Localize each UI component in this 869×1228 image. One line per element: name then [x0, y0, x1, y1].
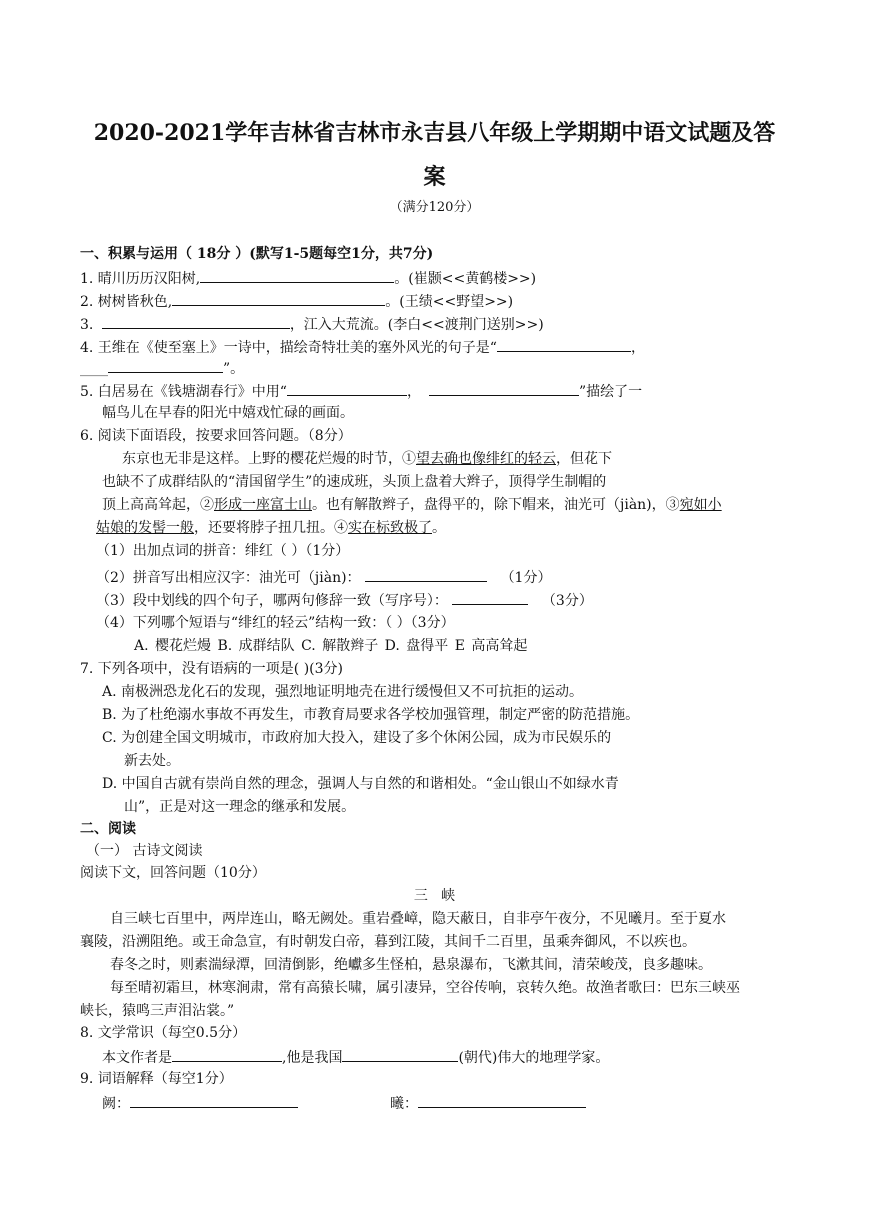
q6-underlined-3: 宛如小 — [679, 497, 722, 513]
question-1 — [80, 268, 536, 288]
q1-text: 1. 晴川历历汉阳树, — [80, 271, 201, 287]
q9-fill — [102, 1093, 586, 1113]
page-title-continued: 案 — [423, 164, 446, 190]
page-title: 2020-2021学年吉林省吉林市永吉县八年级上学期期中语文试题及答 — [93, 120, 776, 146]
q8-text-b: ,他是我国 — [282, 1050, 343, 1066]
question-2 — [80, 291, 513, 311]
q7-option-b: B. 为了杜绝溺水事故不再发生，市教育局要求各学校加强管理，制定严密的防范措施。 — [102, 707, 640, 723]
question-3 — [80, 314, 544, 334]
question-4-cont — [80, 358, 244, 378]
q6-underlined-4: 实在标致极了 — [348, 520, 432, 536]
q9-word-2: 曦： — [390, 1096, 418, 1112]
q6-passage-line-1 — [122, 450, 612, 468]
q7-option-a: A. 南极洲恐龙化石的发现，强烈地证明地壳在进行缓慢但又不可抗拒的运动。 — [102, 684, 584, 700]
q5-text: 5. 白居易在《钱塘湖春行》中用“ — [80, 384, 287, 400]
q6-underlined-3b: 姑娘的发髻一般 — [96, 520, 194, 536]
q6-sub-4-options: A. 樱花烂熳 B. 成群结队 C. 解散辫子 D. 盘得平 E 高高耸起 — [134, 638, 528, 654]
q8-text-a: 本文作者是 — [102, 1050, 172, 1066]
q5-post: ”描绘了一 — [578, 384, 643, 400]
q9-blank-2[interactable] — [418, 1093, 586, 1108]
reading-instruction: 阅读下文，回答问题（10分） — [80, 865, 266, 881]
passage-p1-line1: 自三峡七百里中，两岸连山，略无阙处。重岩叠嶂，隐天蔽日，自非亭午夜分，不见曦月。至于夏水 — [110, 911, 726, 927]
q8-dynasty-blank[interactable] — [342, 1047, 458, 1062]
q6-p3-text: 顶上高高耸起，② — [102, 497, 214, 513]
section1-heading: 一、积累与运用（ 18分 ）(默写1-5题每空1分，共7分) — [80, 246, 434, 262]
q7-option-c: C. 为创建全国文明城市，市政府加大投入，建设了多个休闲公园，成为市民娱乐的 — [102, 730, 612, 746]
q4-text: 4. 王维在《使至塞上》一诗中，描绘奇特壮美的塞外风光的句子是“ — [80, 340, 497, 356]
q5-blank-2[interactable] — [429, 381, 579, 396]
q6-sub-2 — [96, 567, 551, 587]
q7-option-d-cont: 山”，正是对这一理念的继承和发展。 — [124, 799, 356, 815]
q6-passage-line-4 — [96, 519, 446, 537]
passage-title: 三 峡 — [413, 888, 456, 904]
q2-text: 2. 树树皆秋色, — [80, 294, 173, 310]
question-5 — [80, 381, 642, 401]
q2-blank[interactable] — [172, 291, 385, 306]
q6-3-score: （3分） — [541, 593, 593, 609]
q6-2-blank[interactable] — [365, 567, 487, 582]
q9-word-1: 阙： — [102, 1096, 130, 1112]
q7-option-c-cont: 新去处。 — [124, 753, 180, 769]
q6-2-score: （1分） — [500, 570, 552, 586]
q6-p1-text: 东京也无非是这样。上野的樱花烂熳的时节，① — [122, 451, 416, 467]
passage-p1-line2: 襄陵，沿溯阻绝。或王命急宣，有时朝发白帝，暮到江陵，其间千二百里，虽乘奔御风，不以疾也。 — [80, 934, 696, 950]
q6-p1-end: ，但花下 — [556, 451, 612, 467]
q9-blank-1[interactable] — [130, 1093, 298, 1108]
q6-2-text: （2）拼音写出相应汉字：油光可（jiàn)： — [96, 570, 361, 586]
q8-text-c: (朝代)伟大的地理学家。 — [458, 1050, 610, 1066]
q6-passage-line-2: 也缺不了成群结队的“清国留学生”的速成班，头顶上盘着大辫子，顶得学生制帽的 — [102, 474, 607, 490]
question-7: 7. 下列各项中，没有语病的一项是( )(3分) — [80, 661, 344, 677]
q4-dash: ____ — [80, 361, 108, 377]
q1-blank[interactable] — [200, 268, 394, 283]
q6-underlined-1: 望去确也像绯红的轻云 — [416, 451, 556, 467]
q6-3-blank[interactable] — [452, 590, 528, 605]
q2-source: 。(王绩<<野望>>) — [385, 294, 514, 310]
q6-passage-line-3 — [102, 496, 722, 514]
question-4 — [80, 337, 645, 357]
question-8: 8. 文学常识（每空0.5分） — [80, 1025, 247, 1041]
q6-p4-text: ，还要将脖子扭几扭。④ — [194, 520, 348, 536]
question-9: 9. 词语解释（每空1分） — [80, 1071, 233, 1087]
q6-p3-mid: 。也有解散辫子，盘得平的，除下帽来，油光可（jiàn)，③ — [312, 497, 680, 513]
q5-comma: ， — [406, 384, 421, 400]
section2-sub1: （一） 古诗文阅读 — [86, 843, 203, 859]
full-marks: （满分120分） — [389, 200, 480, 215]
q4-comma: ， — [630, 340, 645, 356]
q4-end: ”。 — [223, 361, 245, 377]
q6-sub-3 — [96, 590, 593, 610]
passage-p2: 春冬之时，则素湍绿潭，回清倒影，绝巘多生怪柏，悬泉瀑布，飞漱其间，清荣峻茂，良多趣味。 — [110, 957, 712, 973]
q6-sub-1: （1）出加点词的拼音：绯红（ ）（1分） — [96, 543, 350, 559]
q6-sub-4: （4）下列哪个短语与“绯红的轻云”结构一致：（ ）（3分） — [96, 615, 455, 631]
passage-p3-line1: 每至晴初霜旦，林寒涧肃，常有高猿长啸，属引凄异，空谷传响，哀转久绝。故渔者歌曰：巴东三峡巫 — [110, 980, 740, 996]
q3-source: ，江入大荒流。(李白<<渡荆门送别>>) — [289, 317, 544, 333]
q3-number: 3. — [80, 317, 98, 333]
section2-heading: 二、阅读 — [80, 821, 136, 837]
q3-blank[interactable] — [102, 314, 290, 329]
q8-author-blank[interactable] — [172, 1047, 282, 1062]
question-5-cont: 幅鸟儿在早春的阳光中嬉戏忙碌的画面。 — [102, 405, 354, 421]
q6-p4-end: 。 — [432, 520, 446, 536]
passage-p3-line2: 峡长，猿鸣三声泪沾裳。” — [80, 1003, 235, 1019]
question-6-heading: 6. 阅读下面语段，按要求回答问题。（8分） — [80, 428, 352, 444]
q6-3-text: （3）段中划线的四个句子，哪两句修辞一致（写序号）： — [96, 593, 448, 609]
q1-source: 。(崔颢<<黄鹤楼>>) — [394, 271, 537, 287]
q4-blank-2[interactable] — [108, 358, 223, 373]
q6-underlined-2: 形成一座富士山 — [214, 497, 312, 513]
q5-blank-1[interactable] — [287, 381, 407, 396]
q8-fill — [102, 1047, 609, 1067]
q4-blank-1[interactable] — [497, 337, 631, 352]
q7-option-d: D. 中国自古就有崇尚自然的理念，强调人与自然的和谐相处。“金山银山不如绿水青 — [102, 776, 619, 792]
